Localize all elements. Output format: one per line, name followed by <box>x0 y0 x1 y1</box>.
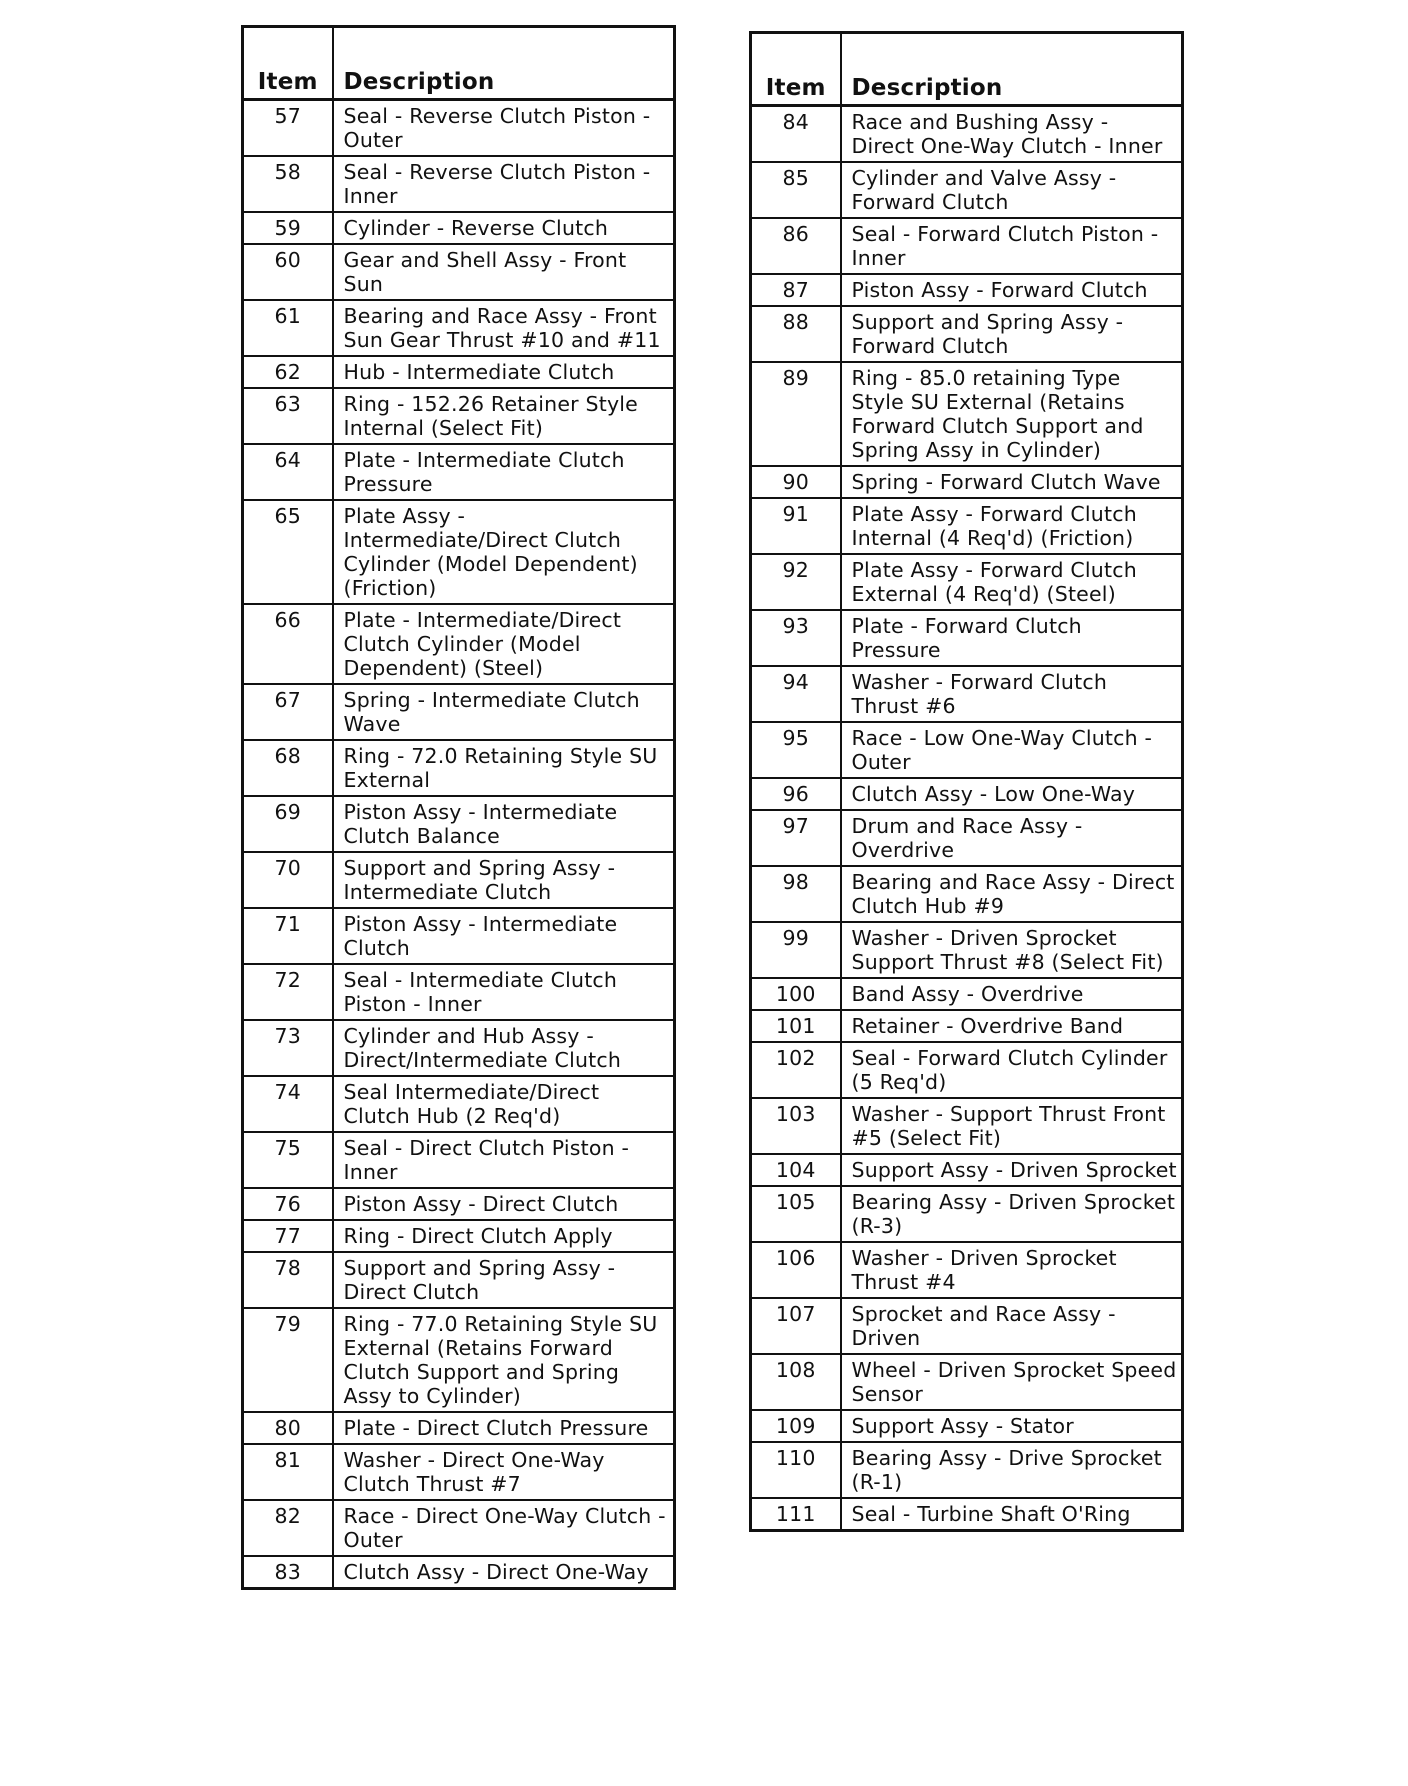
table-row <box>243 796 675 852</box>
item-number: 101 <box>751 1010 841 1042</box>
table-row <box>751 106 1183 163</box>
item-description: Retainer - Overdrive Band <box>841 1010 1183 1042</box>
item-description: Wheel - Driven Sprocket Speed Sensor <box>841 1354 1183 1410</box>
table-row <box>751 1498 1183 1531</box>
item-description: Cylinder and Valve Assy - Forward Clutch <box>841 162 1183 218</box>
parts-table-left <box>241 25 676 1590</box>
item-column-header: Item <box>243 27 333 100</box>
table-row <box>751 722 1183 778</box>
item-description: Washer - Driven Sprocket Support Thrust #8 (Select Fit) <box>841 922 1183 978</box>
item-number: 65 <box>243 500 333 604</box>
table-row <box>751 1298 1183 1354</box>
item-description: Gear and Shell Assy - Front Sun <box>333 244 675 300</box>
table-body <box>243 100 675 1589</box>
table-row <box>751 306 1183 362</box>
table-row <box>243 1556 675 1589</box>
item-description: Support Assy - Stator <box>841 1410 1183 1442</box>
item-description: Ring - 72.0 Retaining Style SU External <box>333 740 675 796</box>
item-number: 78 <box>243 1252 333 1308</box>
item-description: Plate - Forward Clutch Pressure <box>841 610 1183 666</box>
item-description: Cylinder - Reverse Clutch <box>333 212 675 244</box>
table-row <box>243 1412 675 1444</box>
item-number: 82 <box>243 1500 333 1556</box>
table-row <box>751 978 1183 1010</box>
item-number: 107 <box>751 1298 841 1354</box>
item-number: 83 <box>243 1556 333 1589</box>
table-row <box>243 1252 675 1308</box>
item-number: 62 <box>243 356 333 388</box>
table-row <box>243 1500 675 1556</box>
item-number: 90 <box>751 466 841 498</box>
item-number: 92 <box>751 554 841 610</box>
item-description: Support Assy - Driven Sprocket <box>841 1154 1183 1186</box>
table-row <box>751 274 1183 306</box>
table-row <box>751 466 1183 498</box>
table-row <box>751 1242 1183 1298</box>
item-number: 73 <box>243 1020 333 1076</box>
item-number: 99 <box>751 922 841 978</box>
item-description: Piston Assy - Intermediate Clutch Balance <box>333 796 675 852</box>
item-description: Plate - Intermediate/Direct Clutch Cylinder (Model Dependent) (Steel) <box>333 604 675 684</box>
item-description: Piston Assy - Forward Clutch <box>841 274 1183 306</box>
item-number: 63 <box>243 388 333 444</box>
table-header-row <box>751 33 1183 106</box>
item-description: Washer - Support Thrust Front #5 (Select Fit) <box>841 1098 1183 1154</box>
table-row <box>243 244 675 300</box>
table-row <box>243 964 675 1020</box>
table-row <box>751 554 1183 610</box>
item-description: Seal - Forward Clutch Piston - Inner <box>841 218 1183 274</box>
table-row <box>243 604 675 684</box>
item-number: 106 <box>751 1242 841 1298</box>
item-number: 111 <box>751 1498 841 1531</box>
item-description: Seal - Forward Clutch Cylinder (5 Req'd) <box>841 1042 1183 1098</box>
table-row <box>243 444 675 500</box>
table-row <box>243 156 675 212</box>
item-number: 94 <box>751 666 841 722</box>
item-number: 80 <box>243 1412 333 1444</box>
item-number: 110 <box>751 1442 841 1498</box>
table-row <box>751 778 1183 810</box>
item-description: Support and Spring Assy - Intermediate Clutch <box>333 852 675 908</box>
description-column-header: Description <box>333 27 675 100</box>
item-number: 89 <box>751 362 841 466</box>
item-number: 81 <box>243 1444 333 1500</box>
table-row <box>243 684 675 740</box>
item-description: Washer - Direct One-Way Clutch Thrust #7 <box>333 1444 675 1500</box>
item-number: 61 <box>243 300 333 356</box>
table-row <box>751 1354 1183 1410</box>
item-description: Hub - Intermediate Clutch <box>333 356 675 388</box>
item-number: 98 <box>751 866 841 922</box>
table-row <box>243 100 675 157</box>
table-row <box>751 1098 1183 1154</box>
item-description: Plate Assy - Forward Clutch External (4 Req'd) (Steel) <box>841 554 1183 610</box>
item-description: Spring - Forward Clutch Wave <box>841 466 1183 498</box>
table-row <box>243 1220 675 1252</box>
item-description: Support and Spring Assy -Direct Clutch <box>333 1252 675 1308</box>
item-number: 109 <box>751 1410 841 1442</box>
item-description: Race - Low One-Way Clutch - Outer <box>841 722 1183 778</box>
item-number: 71 <box>243 908 333 964</box>
item-description: Cylinder and Hub Assy - Direct/Intermediate Clutch <box>333 1020 675 1076</box>
table-row <box>751 610 1183 666</box>
table-body <box>751 106 1183 1531</box>
table-row <box>751 922 1183 978</box>
item-number: 79 <box>243 1308 333 1412</box>
table-row <box>751 666 1183 722</box>
table-row <box>751 866 1183 922</box>
table-row <box>751 1442 1183 1498</box>
item-number: 88 <box>751 306 841 362</box>
item-description: Race and Bushing Assy - Direct One-Way Clutch - Inner <box>841 106 1183 163</box>
item-description: Spring - Intermediate Clutch Wave <box>333 684 675 740</box>
item-description: Race - Direct One-Way Clutch - Outer <box>333 1500 675 1556</box>
item-column-header: Item <box>751 33 841 106</box>
item-description: Washer - Forward Clutch Thrust #6 <box>841 666 1183 722</box>
item-description: Support and Spring Assy - Forward Clutch <box>841 306 1183 362</box>
item-description: Clutch Assy - Low One-Way <box>841 778 1183 810</box>
item-number: 75 <box>243 1132 333 1188</box>
item-number: 69 <box>243 796 333 852</box>
table-row <box>243 1020 675 1076</box>
table-row <box>243 1132 675 1188</box>
table-row <box>243 1308 675 1412</box>
item-number: 72 <box>243 964 333 1020</box>
item-description: Plate Assy - Intermediate/Direct Clutch Cylinder (Model Dependent) (Friction) <box>333 500 675 604</box>
table-row <box>751 162 1183 218</box>
item-number: 60 <box>243 244 333 300</box>
item-description: Plate - Intermediate Clutch Pressure <box>333 444 675 500</box>
table-row <box>243 1444 675 1500</box>
item-description: Ring - 85.0 retaining Type Style SU External (Retains Forward Clutch Support and Spring Assy in Cylinder) <box>841 362 1183 466</box>
table-row <box>751 810 1183 866</box>
table-row <box>751 1410 1183 1442</box>
item-description: Ring - 152.26 Retainer Style Internal (Select Fit) <box>333 388 675 444</box>
item-description: Seal - Direct Clutch Piston - Inner <box>333 1132 675 1188</box>
item-number: 67 <box>243 684 333 740</box>
table-row <box>243 908 675 964</box>
table-row <box>751 1186 1183 1242</box>
item-description: Washer - Driven Sprocket Thrust #4 <box>841 1242 1183 1298</box>
item-number: 59 <box>243 212 333 244</box>
item-number: 77 <box>243 1220 333 1252</box>
table-row <box>243 300 675 356</box>
item-description: Bearing and Race Assy - Direct Clutch Hub #9 <box>841 866 1183 922</box>
item-description: Seal Intermediate/Direct Clutch Hub (2 Req'd) <box>333 1076 675 1132</box>
item-description: Ring - Direct Clutch Apply <box>333 1220 675 1252</box>
table-row <box>243 852 675 908</box>
table-row <box>751 1154 1183 1186</box>
item-description: Drum and Race Assy - Overdrive <box>841 810 1183 866</box>
table-row <box>751 362 1183 466</box>
item-description: Plate Assy - Forward Clutch Internal (4 Req'd) (Friction) <box>841 498 1183 554</box>
item-description: Ring - 77.0 Retaining Style SU External (Retains Forward Clutch Support and Spring Assy to Cylinder) <box>333 1308 675 1412</box>
item-number: 68 <box>243 740 333 796</box>
item-description: Seal - Reverse Clutch Piston - Outer <box>333 100 675 157</box>
item-number: 96 <box>751 778 841 810</box>
item-number: 95 <box>751 722 841 778</box>
item-description: Piston Assy - Intermediate Clutch <box>333 908 675 964</box>
item-description: Bearing and Race Assy - Front Sun Gear Thrust #10 and #11 <box>333 300 675 356</box>
item-number: 64 <box>243 444 333 500</box>
item-description: Clutch Assy - Direct One-Way <box>333 1556 675 1589</box>
item-description: Plate - Direct Clutch Pressure <box>333 1412 675 1444</box>
table-row <box>243 212 675 244</box>
item-number: 91 <box>751 498 841 554</box>
table-header-row <box>243 27 675 100</box>
item-description: Seal - Intermediate Clutch Piston - Inner <box>333 964 675 1020</box>
item-number: 102 <box>751 1042 841 1098</box>
table-row <box>751 1010 1183 1042</box>
item-number: 108 <box>751 1354 841 1410</box>
item-number: 70 <box>243 852 333 908</box>
item-number: 74 <box>243 1076 333 1132</box>
item-number: 57 <box>243 100 333 157</box>
item-number: 84 <box>751 106 841 163</box>
item-number: 103 <box>751 1098 841 1154</box>
item-number: 76 <box>243 1188 333 1220</box>
item-description: Seal - Reverse Clutch Piston - Inner <box>333 156 675 212</box>
item-number: 104 <box>751 1154 841 1186</box>
description-column-header: Description <box>841 33 1183 106</box>
item-number: 97 <box>751 810 841 866</box>
item-description: Bearing Assy - Drive Sprocket (R-1) <box>841 1442 1183 1498</box>
item-description: Seal - Turbine Shaft O'Ring <box>841 1498 1183 1531</box>
table-row <box>243 1076 675 1132</box>
table-row <box>243 388 675 444</box>
item-description: Sprocket and Race Assy - Driven <box>841 1298 1183 1354</box>
table-row <box>243 1188 675 1220</box>
item-number: 105 <box>751 1186 841 1242</box>
item-description: Bearing Assy - Driven Sprocket (R-3) <box>841 1186 1183 1242</box>
table-row <box>751 1042 1183 1098</box>
parts-table-right <box>749 31 1184 1532</box>
table-row <box>243 740 675 796</box>
item-number: 58 <box>243 156 333 212</box>
table-row <box>751 498 1183 554</box>
item-description: Piston Assy - Direct Clutch <box>333 1188 675 1220</box>
item-number: 85 <box>751 162 841 218</box>
item-number: 87 <box>751 274 841 306</box>
table-row <box>243 500 675 604</box>
item-number: 66 <box>243 604 333 684</box>
item-number: 86 <box>751 218 841 274</box>
table-row <box>243 356 675 388</box>
item-description: Band Assy - Overdrive <box>841 978 1183 1010</box>
table-row <box>751 218 1183 274</box>
item-number: 93 <box>751 610 841 666</box>
item-number: 100 <box>751 978 841 1010</box>
